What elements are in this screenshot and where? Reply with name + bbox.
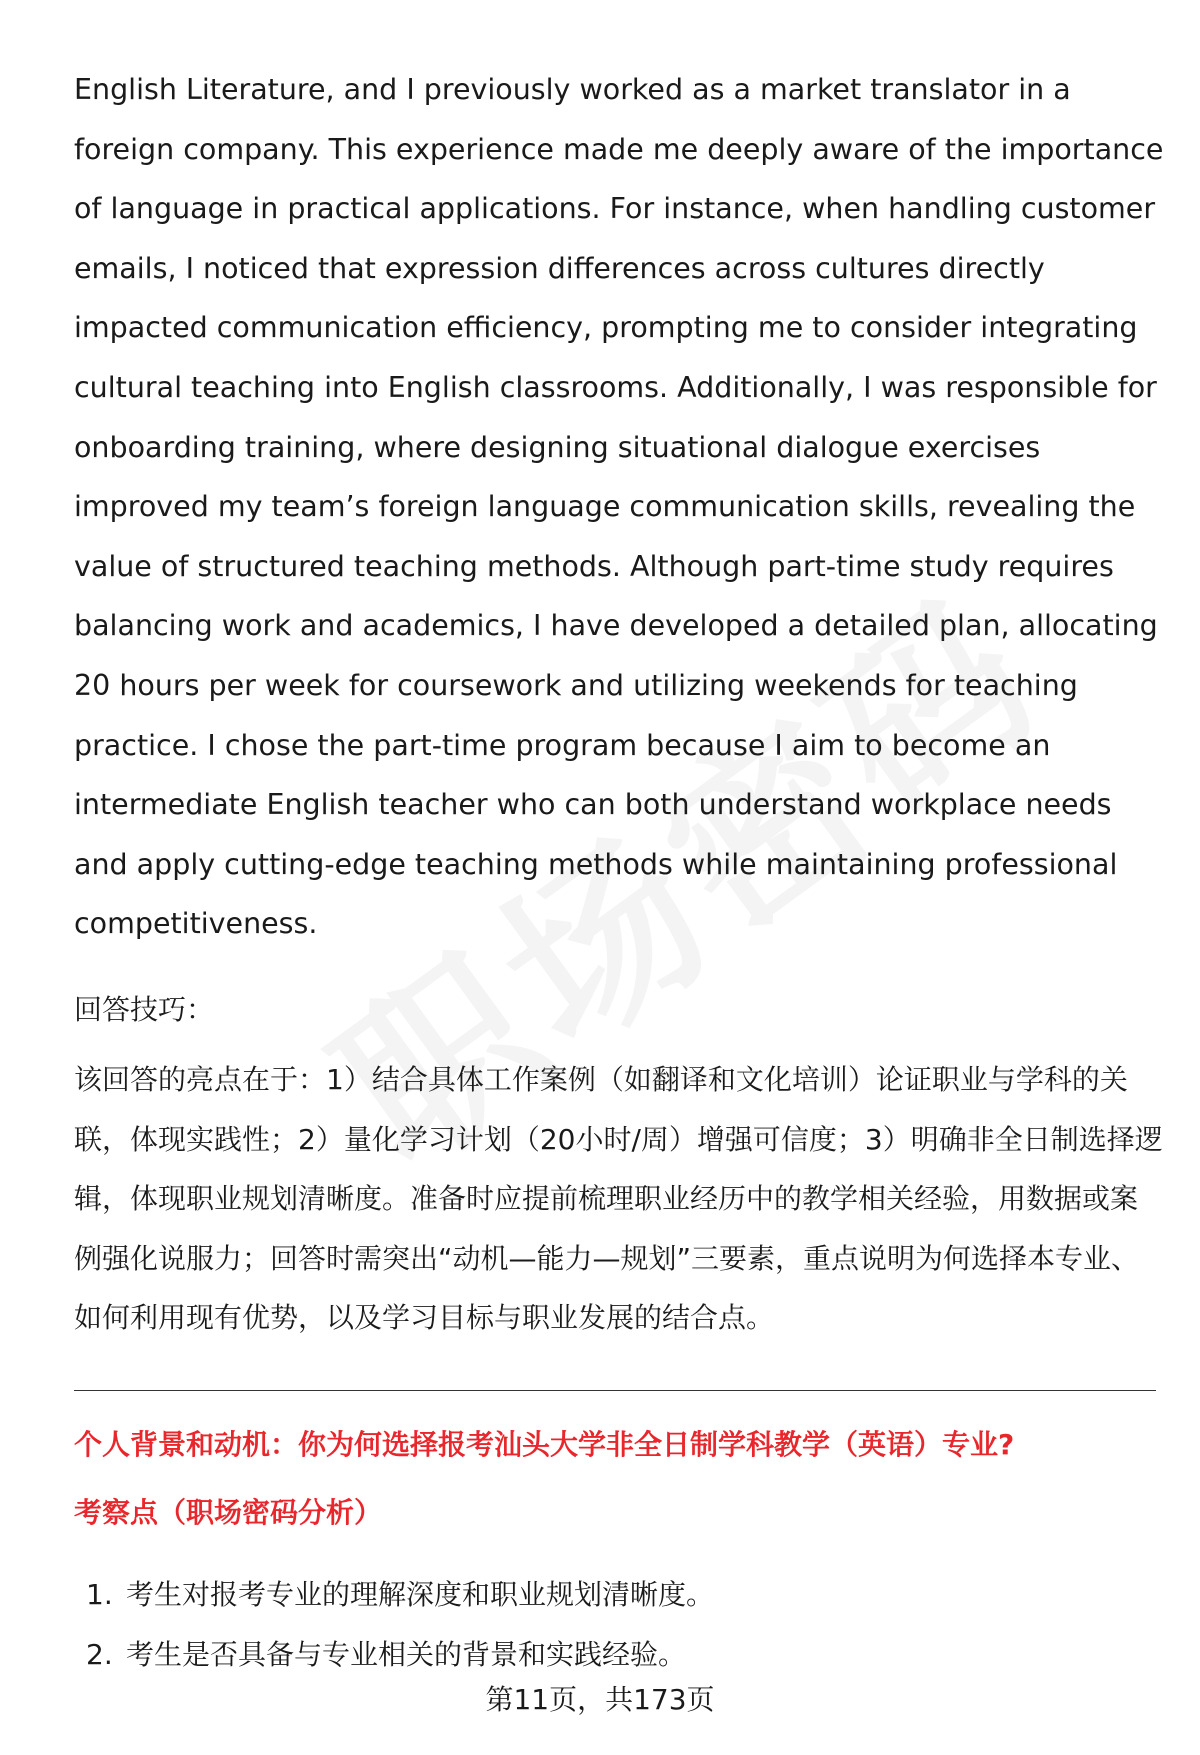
section-label: 考察点（职场密码分析）: [74, 1496, 383, 1529]
list-item-number: 1.: [86, 1578, 113, 1611]
list-item: [74, 1575, 714, 1635]
tips-body: 该回答的亮点在于：1）结合具体工作案例（如翻译和文化培训）论证职业与学科的关联，体现实践性；2）量化学习计划（20小时/周）增强可信度；3）明确非全日制选择逻辑，体现职业规划清晰度。准备时应提前梳理职业经历中的教学相关经验，用数据或案例强化说服力；回答时需突出“动机—能力—规划”三要素，重点说明为何选择本专业、如何利用现有优势，以及学习目标与职业发展的结合点。: [74, 1063, 1163, 1334]
question-title: 个人背景和动机：你为何选择报考汕头大学非全日制学科教学（英语）专业?: [74, 1428, 1015, 1461]
list-item-text: 考生是否具备与专业相关的背景和实践经验。: [126, 1638, 687, 1671]
list-item-number: 2.: [86, 1638, 113, 1671]
assessment-points-list: [74, 1575, 714, 1695]
tips-title: 回答技巧：: [74, 993, 215, 1026]
answer-paragraph: English Literature, and I previously worked as a market translator in a foreign company. This experience made me deeply aware of the importance of language in practical applications. For instance, when handling customer emails, I noticed that expression differences across cultures directly impacted communication efficiency, prompting me to consider integrating cultural teaching into English classrooms. Additionally, I was responsible for onboarding training, where designing situational dialogue exercises improved my team’s foreign language communication skills, revealing the value of structured teaching methods. Although part-time study requires balancing work and academics, I have developed a detailed plan, allocating 20 hours per week for coursework and utilizing weekends for teaching practice. I chose the part-time program because I aim to become an intermediate English teacher who can both understand workplace needs and apply cutting-edge teaching methods while maintaining professional competitiveness.: [74, 73, 1164, 941]
page-footer: 第11页，共173页: [485, 1683, 715, 1716]
section-divider: [74, 1390, 1156, 1391]
list-item-text: 考生对报考专业的理解深度和职业规划清晰度。: [126, 1578, 715, 1611]
